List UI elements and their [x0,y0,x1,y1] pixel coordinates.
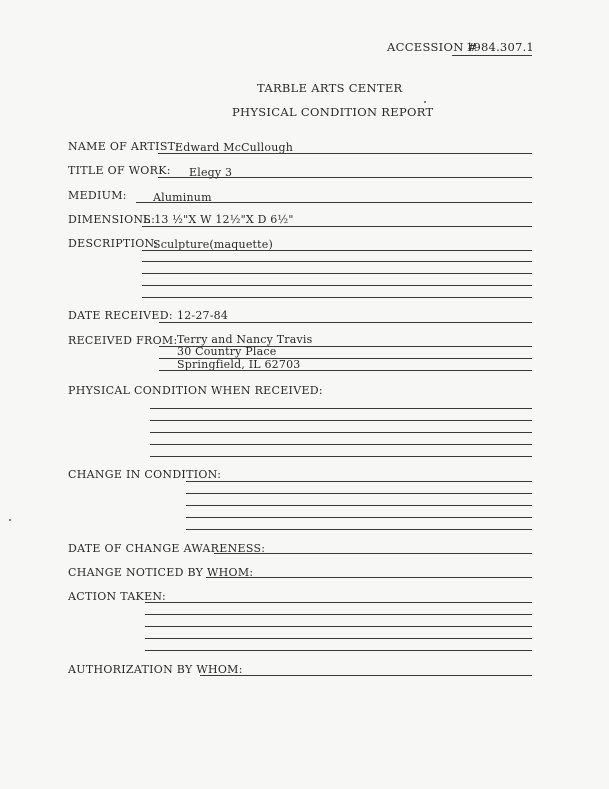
medium-line [136,202,532,203]
action-taken-line-5 [145,650,532,651]
received-from-rule-3 [159,370,532,371]
accession-value: 1984.307.1 [466,40,534,54]
description-line-1 [142,250,532,251]
change-in-condition-line-4 [186,517,532,518]
date-of-change-line [214,553,532,554]
medium-value: Aluminum [153,191,212,204]
title-label: TITLE OF WORK: [68,164,171,177]
description-line-2 [142,261,532,262]
action-taken-line-4 [145,638,532,639]
change-in-condition-line-3 [186,505,532,506]
physical-condition-line-3 [150,432,532,433]
description-line-3 [142,273,532,274]
title-value: Elegy 3 [189,166,233,179]
dimensions-value: L 13 ½"X W 12½"X D 6½" [143,213,294,226]
scan-speck [424,101,426,103]
physical-condition-line-2 [150,420,532,421]
artist-value: Edward McCullough [175,141,294,154]
description-label: DESCRIPTION: [68,237,159,250]
received-from-line-1: Terry and Nancy Travis [177,333,313,346]
accession-label: ACCESSION # [387,40,478,54]
physical-condition-label: PHYSICAL CONDITION WHEN RECEIVED: [68,384,323,397]
medium-label: MEDIUM: [68,189,127,202]
physical-condition-line-4 [150,444,532,445]
action-taken-label: ACTION TAKEN: [68,590,166,603]
dimensions-label: DIMENSIONS: [68,213,156,226]
change-in-condition-line-5 [186,529,532,530]
received-from-label: RECEIVED FROM: [68,334,178,347]
scan-speck [9,519,11,521]
change-in-condition-label: CHANGE IN CONDITION: [68,468,222,481]
institution-name: TARBLE ARTS CENTER [257,81,403,95]
description-value: Sculpture(maquette) [153,238,273,251]
artist-label: NAME OF ARTIST: [68,140,179,153]
physical-condition-line-1 [150,408,532,409]
description-line-5 [142,297,532,298]
action-taken-line-1 [145,602,532,603]
change-noticed-label: CHANGE NOTICED BY WHOM: [68,566,254,579]
accession-underline [452,55,532,56]
change-in-condition-line-2 [186,493,532,494]
date-received-line [159,322,532,323]
change-noticed-line [206,577,532,578]
authorization-label: AUTHORIZATION BY WHOM: [68,663,243,676]
change-in-condition-line-1 [186,481,532,482]
dimensions-line [142,226,532,227]
title-line [158,177,532,178]
date-of-change-label: DATE OF CHANGE AWARENESS: [68,542,266,555]
received-from-line-3: Springfield, IL 62703 [177,358,301,371]
date-received-label: DATE RECEIVED: [68,309,173,322]
date-received-value: 12-27-84 [177,309,229,322]
physical-condition-line-5 [150,456,532,457]
received-from-line-2: 30 Country Place [177,345,277,358]
description-line-4 [142,285,532,286]
action-taken-line-3 [145,626,532,627]
artist-line [158,153,532,154]
action-taken-line-2 [145,614,532,615]
authorization-line [200,675,532,676]
report-title: PHYSICAL CONDITION REPORT [232,105,434,119]
